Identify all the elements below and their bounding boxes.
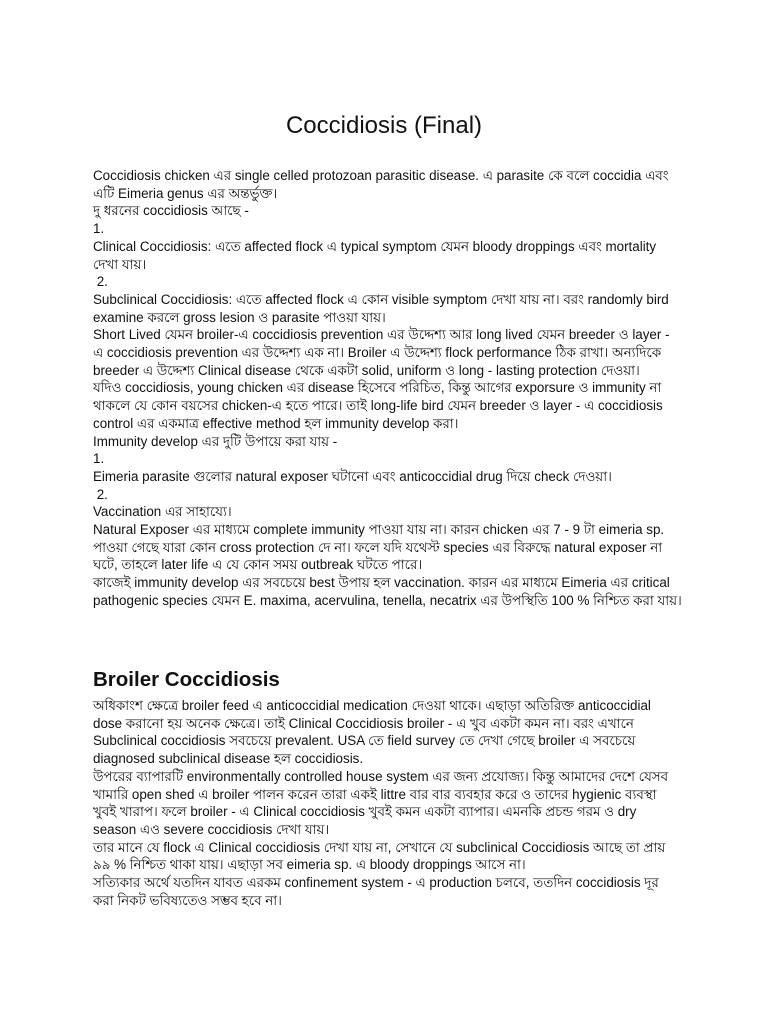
paragraph: Immunity develop এর দুটি উপায়ে করা যায় - — [93, 433, 338, 449]
paragraph: যদিও coccidiosis, young chicken এর disease হিসেবে পরিচিত, কিন্তু আগের exporsure ও immunity না থাকলে যে কোন বয়সের chicken-এ হতে পারে। তাই long-life bird যেমন breeder ও layer - এ coccidiosis control এর একমাত্র effective method হল immunity develop করা। — [93, 380, 663, 431]
paragraph: উপরের ব্যাপারটি environmentally controlled house system এর জন্য প্রযোজ্য। কিন্তু আমাদের দেশে যেসব খামারি open shed এ broiler পালন করেন তারা একই littre বার বার ব্যবহার করে ও তাদের hygienic ব্যবস্থা খুবই খারাপ। ফলে broiler - এ Clinical coccidiosis খুবই কমন একটা ব্যাপার। এমনকি প্রচন্ড গরম ও dry season এও severe coccidiosis দেখা যায়। — [93, 768, 669, 837]
list-number: 1. — [93, 221, 105, 237]
paragraph: Short Lived যেমন broiler-এ coccidiosis prevention এর উদ্দেশ্য আর long lived যেমন breeder ও layer - এ coccidiosis prevention এর উদ্দেশ্য এক না। Broiler এ উদ্দেশ্য flock performance ঠিক রাখা। অন্যদিকে breeder এ উদ্দেশ্য Clinical disease থেকে একটা solid, uniform ও long - lasting protection দেওয়া। — [93, 327, 670, 378]
paragraph: Clinical Coccidiosis: এতে affected flock এ typical symptom যেমন bloody droppings এবং mortality দেখা যায়। — [93, 238, 657, 272]
page-title: Coccidiosis (Final) — [285, 112, 483, 139]
paragraph: কাজেই immunity develop এর সবচেয়ে best উপায় হল vaccination. কারন এর মাধ্যমে Eimeria এর critical pathogenic species যেমন E. maxima, acervulina, tenella, necatrix এর উপস্থিতি 100 % নিশ্চিত করা যায়। — [93, 575, 682, 608]
intro-section — [93, 167, 683, 610]
paragraph: Natural Exposer এর মাধ্যমে complete immunity পাওয়া যায় না। কারন chicken এর 7 - 9 টা eimeria sp. পাওয়া গেছে যারা কোন cross protection দে না। ফলে যদি যথেস্ট species এর বিরুদ্ধে natural exposer না ঘটে, তাহলে later life এ যে কোন সময় outbreak ঘটতে পারে। — [93, 522, 665, 573]
paragraph: সত্যিকার অর্থে যতদিন যাবত এরকম confinement system - এ production চলবে, ততদিন coccidiosis দূর করা নিকট ভবিষ্যতেও সম্ভব হবে না। — [93, 875, 659, 908]
paragraph: দু ধরনের coccidiosis আছে - — [93, 203, 249, 219]
section-heading: Broiler Coccidiosis — [93, 668, 280, 691]
paragraph: Coccidiosis chicken এর single celled protozoan parasitic disease. এ parasite কে বলে coccidia এবং এটি Eimeria genus এর অন্তর্ভুক্ত। — [93, 168, 669, 201]
list-number: 2. — [93, 274, 108, 290]
list-number: 2. — [93, 486, 108, 502]
list-number: 1. — [93, 451, 105, 467]
paragraph: Vaccination এর সাহায্যে। — [93, 504, 232, 520]
paragraph: Subclinical Coccidiosis: এতে affected flock এ কোন visible symptom দেখা যায় না। বরং randomly bird examine করলে gross lesion ও parasite পাওয়া যায়। — [93, 291, 669, 325]
paragraph: অধিকাংশ ক্ষেত্রে broiler feed এ anticoccidial medication দেওয়া থাকে। এছাড়া অতিরিক্ত anticoccidial dose করানো হয় অনেক ক্ষেত্রে। তাই Clinical Coccidiosis broiler - এ খুব একটা কমন না। বরং এখানে Subclinical coccidiosis সবচেয়ে prevalent. USA তে field survey তে দেখা গেছে broiler এ সবচেয়ে diagnosed subclinical disease হল coccidiosis. — [93, 698, 651, 767]
paragraph: তার মানে যে flock এ Clinical coccidiosis দেখা যায় না, সেখানে যে subclinical Coccidiosis আছে তা প্রায় ৯৯ % নিশ্চিত থাকা যায়। এছাড়া সব eimeria sp. এ bloody droppings আসে না। — [93, 839, 666, 873]
broiler-section — [93, 697, 683, 909]
paragraph: Eimeria parasite গুলোর natural exposer ঘটানো এবং anticoccidial drug দিয়ে check দেওয়া। — [93, 468, 612, 484]
